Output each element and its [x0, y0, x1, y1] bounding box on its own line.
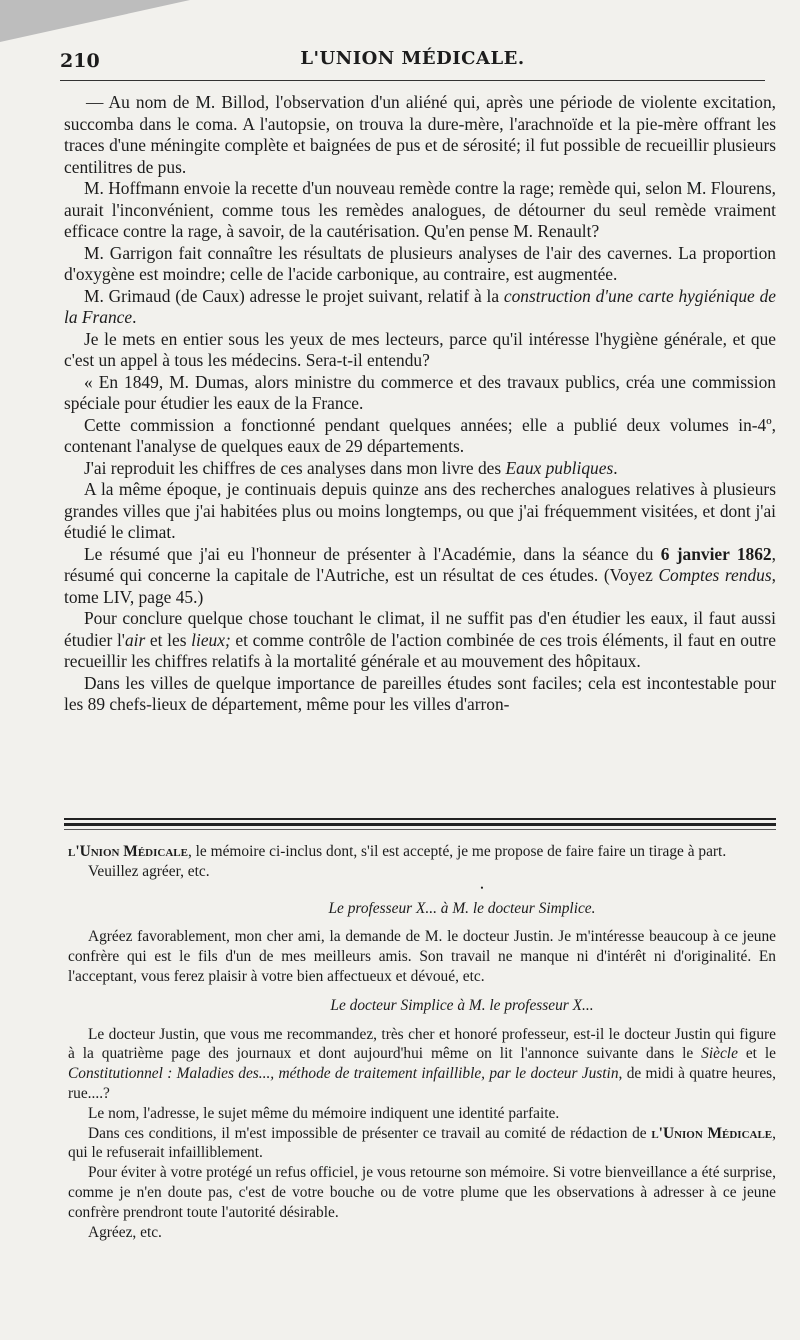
constitutionnel-italic: Constitutionnel : Maladies des..., méthode de traitement infaillible, par le docteur Justin, [68, 1065, 623, 1083]
paragraph-conclure: Pour conclure quelque chose touchant le climat, il ne suffit pas d'en étudier les eaux, il faut aussi étudier l'air et les lieux; et comme contrôle de l'action combinée de ces trois éléments, il faut en outre recueillir les chiffres relatifs à la mortalité générale et au mouvement des hôpitaux. [64, 608, 776, 671]
bullet-mark: • [480, 882, 484, 893]
folded-corner [0, 0, 190, 42]
paragraph-resume: Le résumé que j'ai eu l'honneur de présenter à l'Académie, dans la séance du 6 janvier 1862, résumé qui concerne la capitale de l'Autriche, est un résultat de ces études. (Voyez Comptes rendus, tome LIV, page 45.) [64, 543, 776, 607]
paragraph-villes: Dans les villes de quelque importance de pareilles études sont faciles; cela est incontestable pour les 89 chefs-lieux de département, même pour les villes d'arron- [64, 672, 776, 714]
air-italic: air [124, 629, 146, 650]
carte-hygienique-italic: construction d'une carte hygiénique de la France [64, 285, 776, 327]
paragraph-nom: Le nom, l'adresse, le sujet même du mémoire indiquent une identité parfaite. [88, 1104, 560, 1122]
lieux-italic: lieux; [191, 629, 231, 650]
paragraph-dumas: « En 1849, M. Dumas, alors ministre du commerce et des travaux publics, créa une commission spéciale pour étudier les eaux de la France. [64, 371, 776, 413]
paragraph-agreez: Agréez favorablement, mon cher ami, la demande de M. le docteur Justin. Je m'intéresse beaucoup à ce jeune confrère qui est le fils d'un de mes meilleurs amis. Son travail ne manque ni d'intérêt ni d'originalité. En l'acceptant, vous ferez plaisir à votre bien affectueux et dévoué, etc. [68, 928, 776, 985]
paragraph-garrigon: M. Garrigon fait connaître les résultats de plusieurs analyses de l'air des cavernes. La proportion d'oxygène est moindre; celle de l'acide carbonique, au contraire, est augmentée. [64, 242, 776, 284]
paragraph-billod: — Au nom de M. Billod, l'observation d'un aliéné qui, après une période de violente excitation, succomba dans le coma. A l'autopsie, on trouva la dure-mère, l'arachnoïde et la pie-mère offrant les traces d'une méningite complète et baignées de pus et de sérosité; il fut possible de recueillir plusieurs centilitres de pus. [64, 92, 776, 177]
paragraph-veuillez: Veuillez agréer, etc. [88, 862, 210, 880]
signature-simplice: Le docteur Simplice à M. le professeur X... [330, 996, 594, 1014]
paragraph-grimaud: M. Grimaud (de Caux) adresse le projet suivant, relatif à la construction d'une carte hygiénique de la France. [64, 285, 776, 327]
feuilleton-column [68, 842, 776, 1242]
paragraph-hoffmann: M. Hoffmann envoie la recette d'un nouveau remède contre la rage; remède qui, selon M. Flourens, aurait l'inconvénient, comme tous les remèdes analogues, de détourner du seul remède vraiment efficace contre la rage, à savoir, de la cautérisation. Qu'en pense M. Renault? [64, 178, 776, 241]
page-number: 210 [60, 50, 100, 72]
main-article [64, 92, 776, 716]
paragraph-commission: Cette commission a fonctionné pendant quelques années; elle a publié deux volumes in-4º, contenant l'analyse de quelques eaux de 29 départements. [64, 414, 776, 456]
paragraph-justin: Le docteur Justin, que vous me recommandez, très cher et honoré professeur, est-il le docteur Justin qui figure à la quatrième page des journaux et dont aujourd'hui même on lit l'annonce suivante dans le Siècle et le Constitutionnel : Maladies des..., méthode de traitement infaillible, par le docteur Justin, de midi à quatre heures, rue....? [68, 1025, 776, 1102]
paragraph-conditions: Dans ces conditions, il m'est impossible de présenter ce travail au comité de rédaction de l'Union Médicale, qui le refuserait infailliblement. [68, 1124, 776, 1162]
journal-title: L'UNION MÉDICALE. [300, 48, 525, 69]
paragraph-union: l'Union Médicale, le mémoire ci-inclus dont, s'il est accepté, je me propose de faire faire un tirage à part. [68, 843, 727, 860]
feuilleton-separator [64, 818, 776, 830]
paragraph-agreez-etc: Agréez, etc. [88, 1223, 162, 1241]
paragraph-eviter: Pour éviter à votre protégé un refus officiel, je vous retourne son mémoire. Si votre bienveillance a été surprise, comme je n'en doute pas, c'est de votre bouche ou de votre plume que les observations à adresser à ce jeune confrère prendront toute l'autorité désirable. [68, 1164, 776, 1221]
paragraph-epoque: A la même époque, je continuais depuis quinze ans des recherches analogues relatives à plusieurs grandes villes que j'ai habitées plus ou moins longtemps, ou que j'ai fréquemment visitées, et dont j'ai étudié le climat. [64, 479, 776, 542]
paragraph-chiffres: J'ai reproduit les chiffres de ces analyses dans mon livre des Eaux publiques. [84, 457, 618, 478]
eaux-publiques-italic: Eaux publiques [505, 457, 614, 478]
comptes-rendus-italic: Comptes rendus [658, 565, 772, 585]
signature-professeur: Le professeur X... à M. le docteur Simplice. [328, 899, 596, 917]
date-bold: 6 janvier 1862 [660, 543, 772, 564]
header-rule [60, 80, 765, 81]
paragraph-lecteurs: Je le mets en entier sous les yeux de mes lecteurs, parce qu'il intéresse l'hygiène générale, et que c'est un appel à tous les médecins. Sera-t-il entendu? [64, 328, 776, 370]
page-header [60, 48, 765, 74]
journal-name-smallcaps: l'Union Médicale [68, 843, 188, 860]
siecle-italic: Siècle [701, 1045, 738, 1063]
journal-name-smallcaps-2: l'Union Médicale [651, 1124, 773, 1142]
